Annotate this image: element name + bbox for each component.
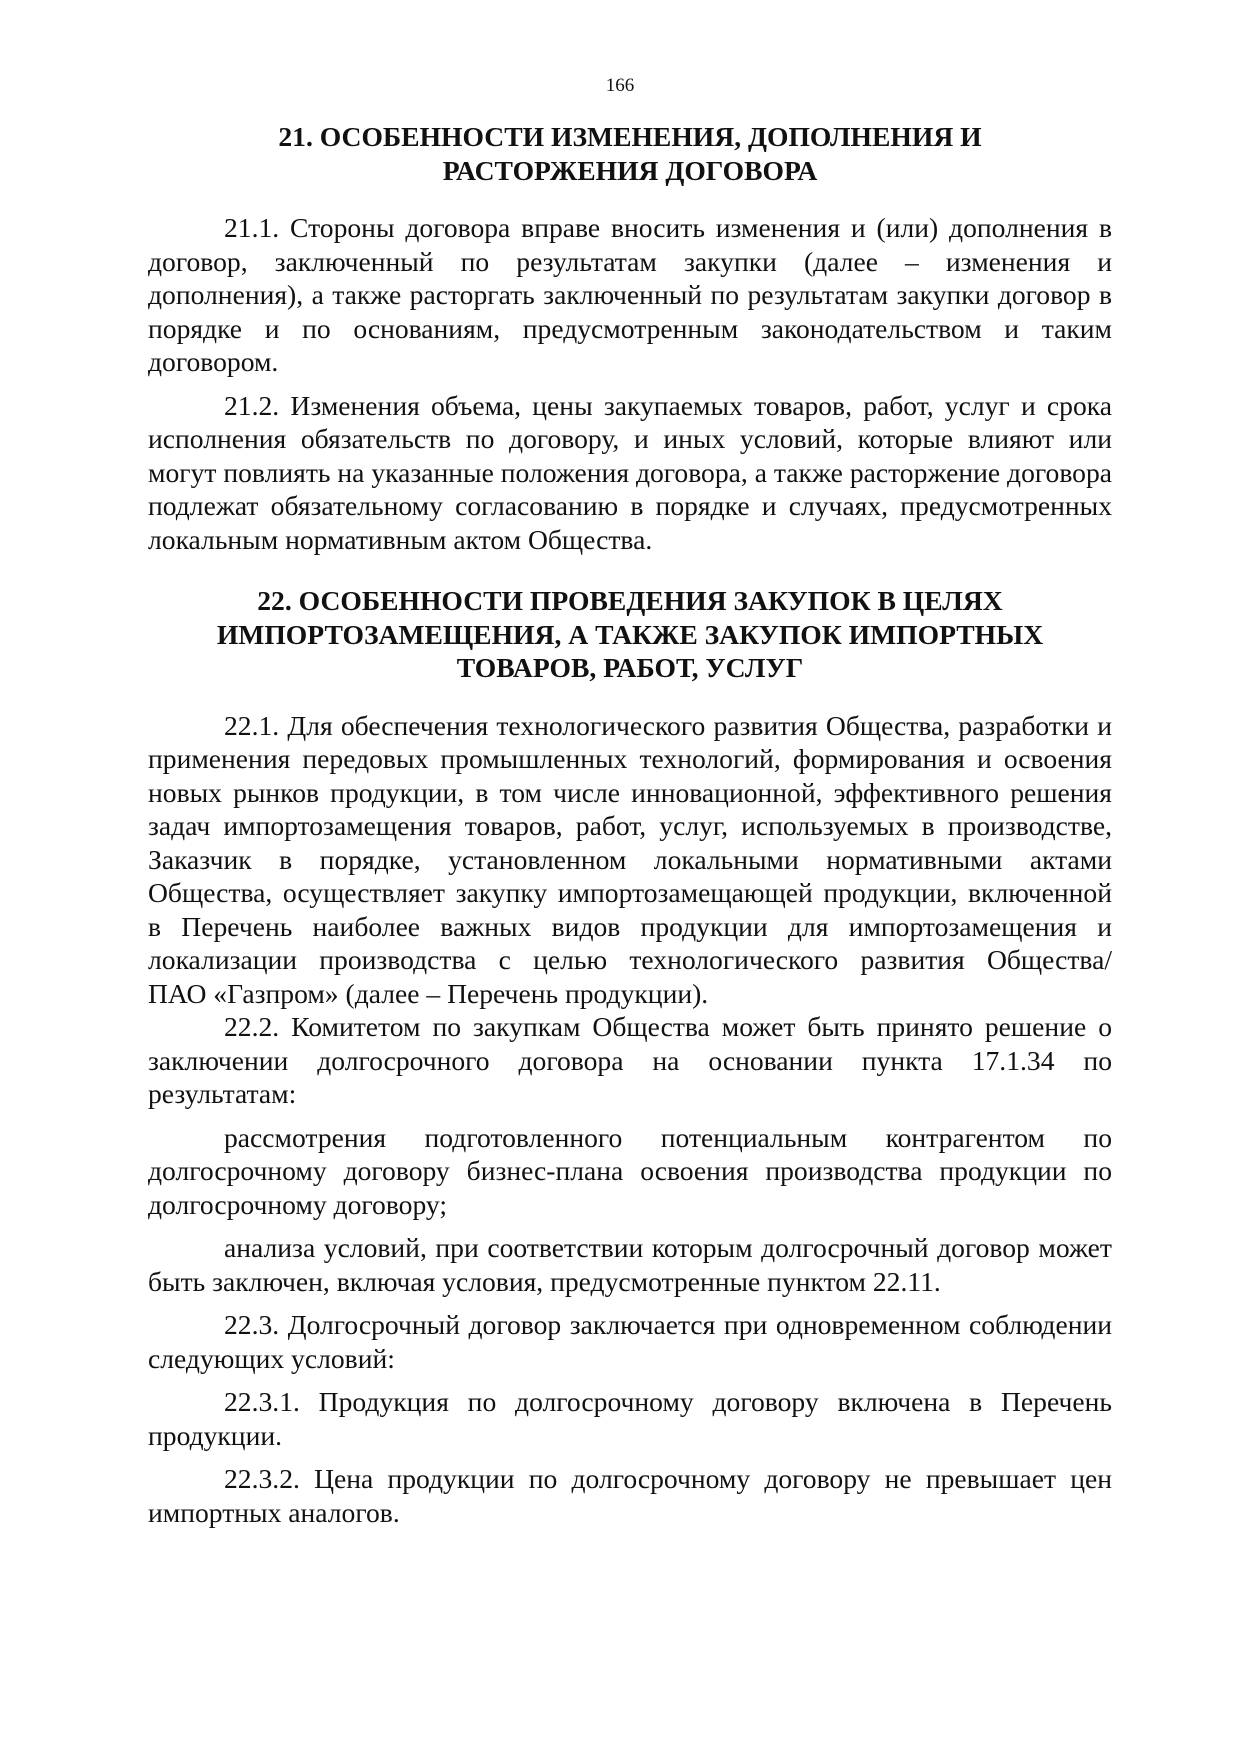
- section-21-heading-line-1: 21. ОСОБЕННОСТИ ИЗМЕНЕНИЯ, ДОПОЛНЕНИЯ И: [278, 121, 982, 152]
- paragraph-22-3: 22.3. Долгосрочный договор заключается при одновременном соблюдении следующих условий:: [148, 1309, 1112, 1374]
- paragraph-22-2-item-a: рассмотрения подготовленного потенциальным контрагентом по долгосрочному договору бизнес-плана освоения производства продукции по долгосрочному договору;: [148, 1121, 1112, 1220]
- paragraph-22-2: 22.2. Комитетом по закупкам Общества может быть принято решение о заключении долгосрочного договора на основании пункта 17.1.34 по результатам:: [148, 1011, 1112, 1109]
- page-content: [148, 120, 1112, 1539]
- section-22-heading-line-3: ТОВАРОВ, РАБОТ, УСЛУГ: [456, 652, 804, 683]
- paragraph-22-1-end: ПАО «Газпром» (далее – Перечень продукции).: [148, 977, 709, 1009]
- paragraph-22-3-2: 22.3.2. Цена продукции по долгосрочному договору не превышает цен импортных аналогов.: [148, 1463, 1112, 1528]
- section-22-heading-line-2: ИМПОРТОЗАМЕЩЕНИЯ, А ТАКЖЕ ЗАКУПОК ИМПОРТНЫХ: [216, 618, 1044, 650]
- paragraph-21-1: 21.1. Стороны договора вправе вносить изменения и (или) дополнения в договор, заключенный по результатам закупки (далее – изменения и дополнения), а также расторгать заключенный по результатам закупки договор в порядке и по основаниям, предусмотренным законодательством и таким договором.: [148, 212, 1112, 377]
- section-22-heading-line-1: 22. ОСОБЕННОСТИ ПРОВЕДЕНИЯ ЗАКУПОК В ЦЕЛЯХ: [257, 585, 1003, 616]
- section-21-heading-line-2: РАСТОРЖЕНИЯ ДОГОВОРА: [442, 154, 818, 186]
- paragraph-22-1: 22.1. Для обеспечения технологического развития Общества, разработки и применения передовых промышленных технологий, формирования и освоения новых рынков продукции, в том числе инновационной, эффективного решения задач импортозамещения товаров, работ, услуг, используемых в производстве, Заказчик в порядке, установленном локальными нормативными актами Общества, осуществляет закупку импортозамещающей продукции, включенной в Перечень наиболее важных видов продукции для импортозамещения и локализации производства с целью технологического развития Общества/: [148, 709, 1112, 975]
- paragraph-22-2-item-b: анализа условий, при соответствии которым долгосрочный договор может быть заключен, включая условия, предусмотренные пунктом 22.11.: [148, 1232, 1112, 1297]
- paragraph-21-2: 21.2. Изменения объема, цены закупаемых товаров, работ, услуг и срока исполнения обязательств по договору, и иных условий, которые влияют или могут повлиять на указанные положения договора, а также расторжение договора подлежат обязательному согласованию в порядке и случаях, предусмотренных локальным нормативным актом Общества.: [148, 389, 1112, 555]
- page-number: 166: [605, 75, 635, 96]
- section-22-heading: [148, 584, 1112, 685]
- section-21-heading: [148, 120, 1112, 187]
- paragraph-22-3-1: 22.3.1. Продукция по долгосрочному договору включена в Перечень продукции.: [148, 1386, 1112, 1451]
